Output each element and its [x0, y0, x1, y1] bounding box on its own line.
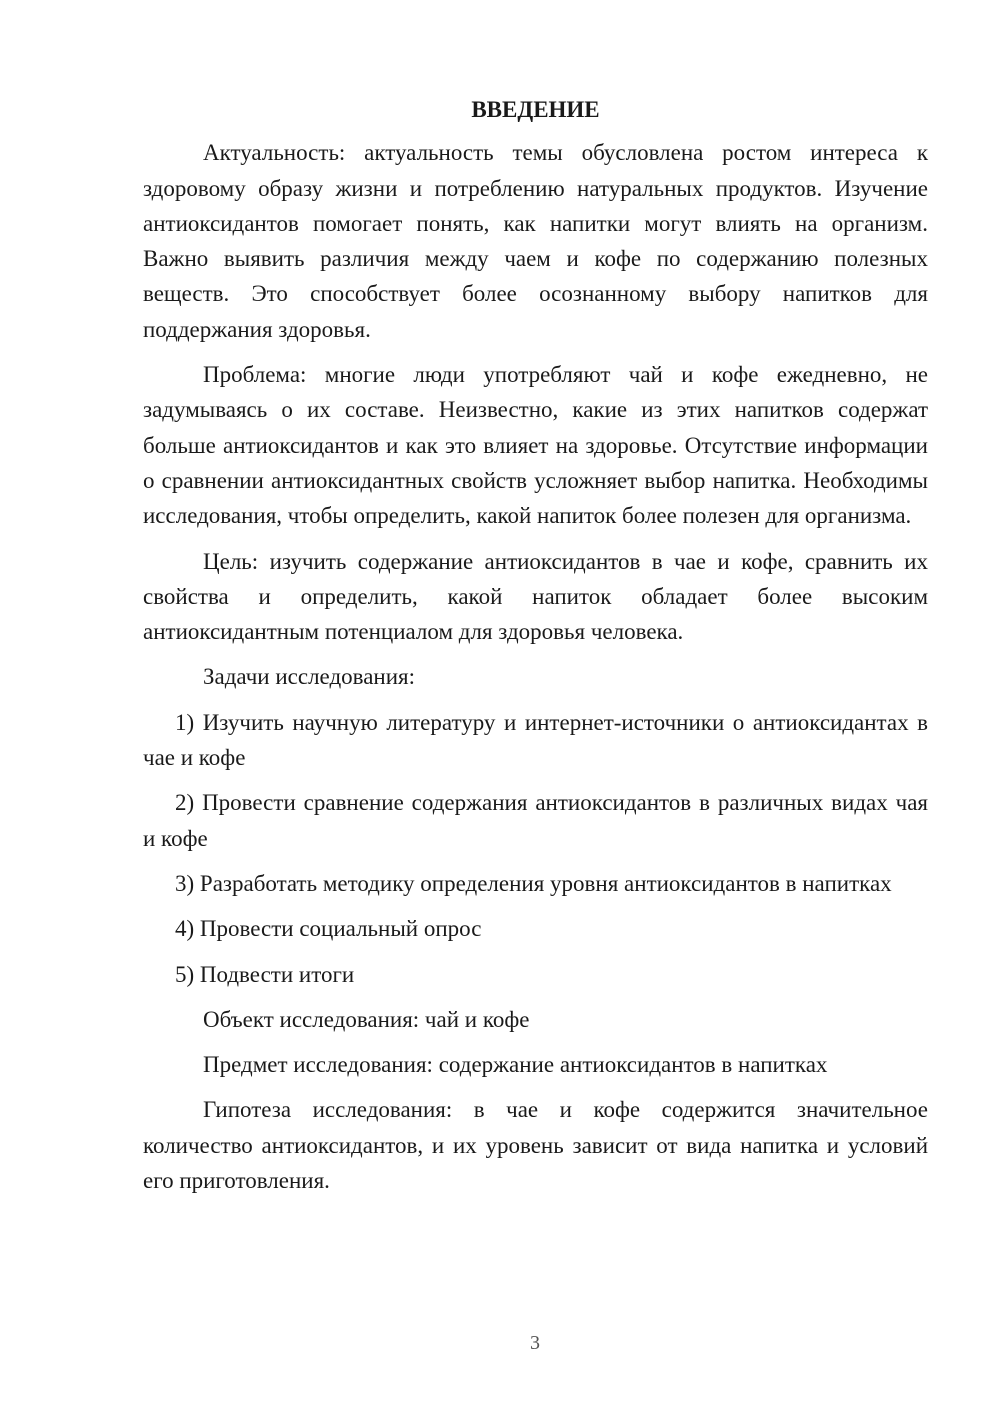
page-number: 3	[530, 1332, 540, 1354]
tasks-heading: Задачи исследования:	[203, 664, 416, 690]
research-subject: Предмет исследования: содержание антиоксидантов в напитках	[203, 1052, 828, 1078]
page-title: ВВЕДЕНИЕ	[471, 97, 600, 122]
hypothesis-paragraph: Гипотеза исследования: в чае и кофе содержится значительное количество антиоксидантов, и их уровень зависит от вида напитка и условий его приготовления.	[143, 1097, 928, 1194]
task-item: 1) Изучить научную литературу и интернет-источники о антиоксидантах в чае и кофе	[143, 709, 928, 771]
tasks-list	[143, 705, 928, 992]
task-item: 5) Подвести итоги	[175, 961, 355, 987]
problem-paragraph: Проблема: многие люди употребляют чай и кофе ежедневно, не задумываясь о их составе. Неизвестно, какие из этих напитков содержат больше антиоксидантов и как это влияет на здоровье. Отсутствие информации о сравнении антиоксидантных свойств усложняет выбор напитка. Необходимы исследования, чтобы определить, какой напиток более полезен для организма.	[143, 362, 928, 529]
research-object: Объект исследования: чай и кофе	[203, 1006, 530, 1032]
relevance-paragraph: Актуальность: актуальность темы обусловлена ростом интереса к здоровому образу жизни и потреблению натуральных продуктов. Изучение антиоксидантов помогает понять, как напитки могут влиять на организм. Важно выявить различия между чаем и кофе по содержанию полезных веществ. Это способствует более осознанному выбору напитков для поддержания здоровья.	[143, 140, 928, 342]
goal-paragraph: Цель: изучить содержание антиоксидантов в чае и кофе, сравнить их свойства и определить, какой напиток обладает более высоким антиоксидантным потенциалом для здоровья человека.	[143, 548, 928, 645]
task-item: 3) Разработать методику определения уровня антиоксидантов в напитках	[175, 870, 892, 896]
task-item: 2) Провести сравнение содержания антиоксидантов в различных видах чая и кофе	[143, 790, 928, 851]
document-body	[143, 92, 928, 1208]
task-item: 4) Провести социальный опрос	[175, 916, 482, 942]
